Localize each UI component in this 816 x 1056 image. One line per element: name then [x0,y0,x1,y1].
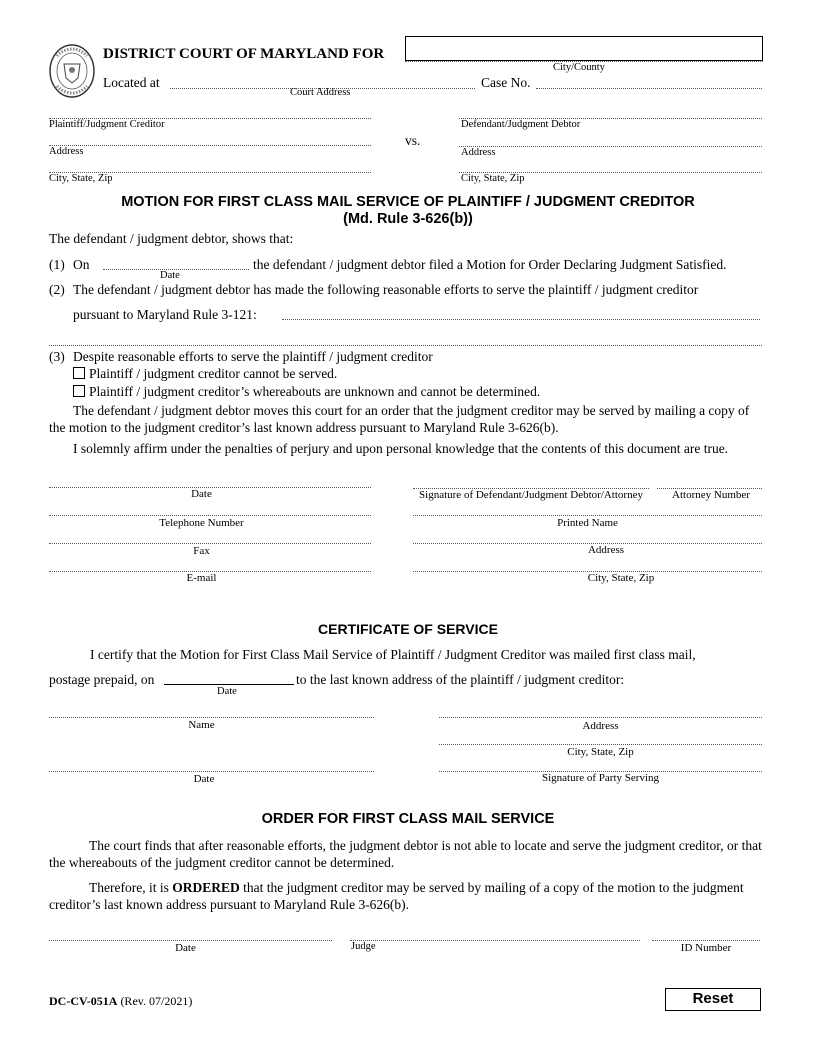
item1-date-label: Date [160,270,180,281]
case-no-label: Case No. [481,75,531,90]
cert-address-field[interactable] [439,717,762,718]
certificate-line1: I certify that the Motion for First Class Mail Service of Plaintiff / Judgment Creditor was mailed first class mail, [90,647,696,662]
order-paragraph2 [49,879,765,913]
check-cannot-serve-label: Plaintiff / judgment creditor cannot be served. [89,366,338,381]
check-whereabouts-unknown[interactable] [73,384,540,400]
defendant-label: Defendant/Judgment Debtor [461,119,581,130]
item1-on: On [73,257,90,272]
reset-button[interactable]: Reset [665,988,761,1011]
order-date-label: Date [175,942,196,954]
order-title: ORDER FOR FIRST CLASS MAIL SERVICE [261,811,555,827]
check-whereabouts-label: Plaintiff / judgment creditor’s whereabouts are unknown and cannot be determined. [89,384,541,399]
telephone-label: Telephone Number [159,517,244,529]
fax-label: Fax [193,545,210,557]
item1-number: (1) [49,257,65,272]
motion-subtitle: (Md. Rule 3-626(b)) [343,211,473,227]
cert-name-field[interactable] [49,717,374,718]
ordered-text: ORDERED [172,880,240,895]
email-label: E-mail [186,572,217,584]
printed-name-label: Printed Name [557,517,618,529]
plaintiff-label: Plaintiff/Judgment Creditor [49,119,165,130]
plaintiff-city-label: City, State, Zip [49,173,113,184]
id-number-label: ID Number [680,942,732,954]
efforts-field-line2[interactable] [49,345,762,346]
court-title: DISTRICT COURT OF MARYLAND FOR [103,46,385,62]
affirmation-paragraph: I solemnly affirm under the penalties of perjury and upon personal knowledge that the contents of this document are true. [73,441,729,456]
certificate-date-field[interactable] [164,684,294,685]
judge-label: Judge [351,941,376,952]
cert-city-label: City, State, Zip [567,746,634,758]
item2-text: The defendant / judgment debtor has made the following reasonable efforts to serve the plaintiff / judgment creditor [73,282,699,297]
cert-signature-label: Signature of Party Serving [541,772,659,784]
form-id-code: DC-CV-051A [49,994,118,1008]
vs-label: vs. [405,133,421,148]
judge-field[interactable] [350,940,640,941]
defendant-address-field[interactable] [459,146,762,147]
fax-field[interactable] [49,543,371,544]
defendant-city-label: City, State, Zip [461,173,525,184]
check-cannot-serve[interactable] [73,366,337,382]
telephone-field[interactable] [49,515,371,516]
certificate-line2a: postage prepaid, on [49,672,155,687]
item1-text: the defendant / judgment debtor filed a Motion for Order Declaring Judgment Satisfied. [253,257,727,272]
checkbox-icon[interactable] [73,367,85,379]
form-id [49,994,192,1009]
cert-date-label: Date [193,773,215,785]
attorney-number-label: Attorney Number [672,489,750,501]
cert-city-field[interactable] [439,744,762,745]
city-county-label: City/County [553,62,605,73]
printed-name-field[interactable] [413,515,762,516]
item3-text: Despite reasonable efforts to serve the plaintiff / judgment creditor [73,349,433,364]
order-paragraph1: The court finds that after reasonable efforts, the judgment debtor is not able to locate and serve the judgment creditor, or that the whereabouts of the judgment creditor cannot be determined. [49,838,762,870]
cert-date-field[interactable] [49,771,374,772]
city-state-zip-label: City, State, Zip [587,572,655,584]
cert-name-label: Name [188,719,215,731]
address-label: Address [587,544,625,556]
item3-number: (3) [49,349,65,364]
signature-label: Signature of Defendant/Judgment Debtor/Attorney [419,489,643,501]
city-county-field[interactable] [405,36,763,61]
id-number-field[interactable] [652,940,760,941]
motion-date-label: Date [191,488,212,500]
certificate-date-label: Date [217,686,237,697]
plaintiff-address-label: Address [49,146,84,157]
checkbox-icon[interactable] [73,385,85,397]
certificate-line2b: to the last known address of the plaintiff / judgment creditor: [296,672,625,687]
order-para2-start: Therefore, it is [89,880,173,895]
order-date-field[interactable] [49,940,332,941]
item2-number: (2) [49,282,65,297]
efforts-field-line1[interactable] [282,319,760,320]
court-address-label: Court Address [290,87,351,98]
motion-paragraph: The defendant / judgment debtor moves this court for an order that the judgment creditor may be served by mailing a copy of the motion to the judgment creditor’s last known address pursuant to Maryland Rule 3-626(b). [49,403,750,435]
motion-intro: The defendant / judgment debtor, shows that: [49,231,294,246]
case-no-field[interactable] [536,88,762,89]
plaintiff-address-field[interactable] [49,145,371,146]
order-para2-end: that the judgment creditor may be served by mailing of a copy of the motion to the judgment creditor’s last known address pursuant to Maryland Rule 3-626(b). [49,880,744,912]
motion-title: MOTION FOR FIRST CLASS MAIL SERVICE OF PLAINTIFF / JUDGMENT CREDITOR [121,194,695,210]
defendant-address-label: Address [461,147,496,158]
court-seal-icon [47,42,97,100]
form-revision: (Rev. 07/2021) [117,994,193,1008]
located-at-label: Located at [103,75,160,90]
certificate-title: CERTIFICATE OF SERVICE [318,621,498,637]
cert-address-label: Address [582,720,619,732]
item2-continuation: pursuant to Maryland Rule 3-121: [73,307,257,322]
